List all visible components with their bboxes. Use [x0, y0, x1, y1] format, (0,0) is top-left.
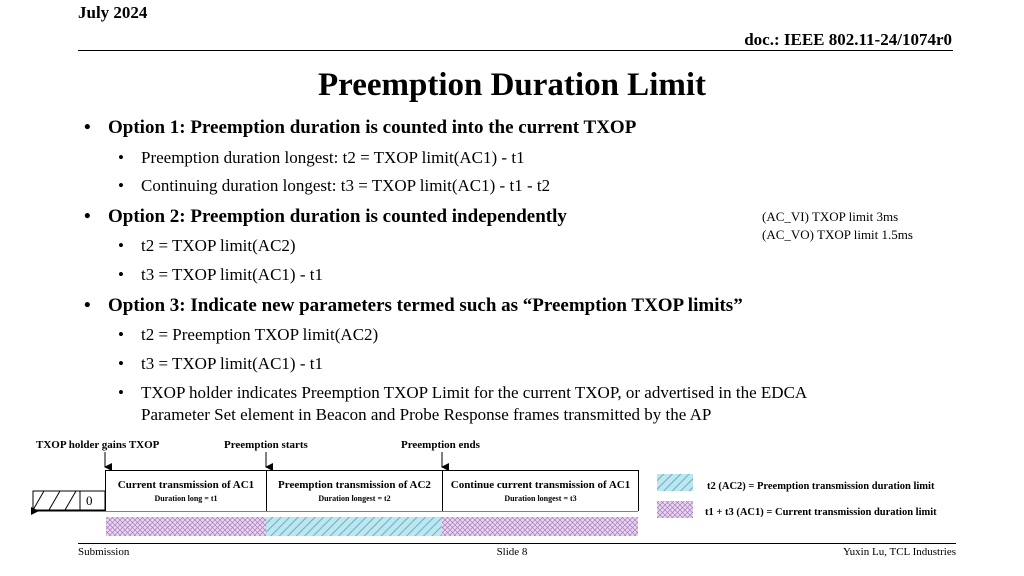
event-gains-txop: TXOP holder gains TXOP [36, 439, 160, 451]
slide-title: Preemption Duration Limit [317, 67, 707, 103]
option-1-item: Preemption duration longest: t2 = TXOP limit(AC1) - t1 [141, 148, 525, 167]
header-doc-id: doc.: IEEE 802.11-24/1074r0 [744, 30, 952, 49]
option-2-item: t2 = TXOP limit(AC2) [141, 236, 296, 255]
box-continue-ac1 [442, 470, 639, 511]
option-1-item: Continuing duration longest: t3 = TXOP limit(AC1) - t1 - t2 [141, 176, 551, 195]
box-title: Current transmission of AC1 [117, 479, 255, 491]
ac2-duration-bar [266, 517, 442, 536]
backoff-counter: 0 [86, 493, 93, 508]
sub-bullet: • [118, 325, 124, 344]
box-duration: Duration longest = t2 [318, 494, 391, 503]
option-3-item: t3 = TXOP limit(AC1) - t1 [141, 354, 323, 373]
footer-slide-number: Slide 8 [496, 546, 528, 558]
legend-swatch-ac2 [657, 474, 693, 491]
footer-divider [78, 543, 956, 544]
legend-ac1-text: t1 + t3 (AC1) = Current transmission duration limit [705, 507, 937, 518]
option-3-item: t2 = Preemption TXOP limit(AC2) [141, 325, 379, 344]
side-note-vo: (AC_VO) TXOP limit 1.5ms [762, 227, 913, 242]
option-2-item: t3 = TXOP limit(AC1) - t1 [141, 265, 323, 284]
bullet: • [84, 117, 91, 138]
footer-submission: Submission [78, 546, 130, 558]
sub-bullet: • [118, 176, 124, 195]
bullet: • [84, 295, 91, 316]
legend-ac2-text: t2 (AC2) = Preemption transmission duration limit [707, 481, 935, 492]
sub-bullet: • [118, 265, 124, 284]
option-3-item: TXOP holder indicates Preemption TXOP Limit for the current TXOP, or advertised in the EDCA [141, 383, 808, 402]
header-date: July 2024 [78, 3, 148, 22]
option-3-heading: Option 3: Indicate new parameters termed such as “Preemption TXOP limits” [108, 295, 743, 316]
sub-bullet: • [118, 354, 124, 373]
bullet: • [84, 206, 91, 227]
legend-swatch-ac1 [657, 501, 693, 518]
box-preemption-ac2 [266, 470, 443, 511]
option-1-heading: Option 1: Preemption duration is counted into the current TXOP [108, 117, 637, 138]
box-duration: Duration longest = t3 [504, 494, 577, 503]
option-2-heading: Option 2: Preemption duration is counted independently [108, 206, 567, 227]
event-preemption-start: Preemption starts [224, 439, 308, 451]
option-3-item-cont: Parameter Set element in Beacon and Probe Response frames transmitted by the AP [141, 405, 712, 424]
sub-bullet: • [118, 383, 124, 402]
box-title: Continue current transmission of AC1 [450, 479, 631, 491]
box-duration: Duration long = t1 [154, 494, 218, 503]
ac1-duration-bar [442, 517, 638, 536]
side-note-vi: (AC_VI) TXOP limit 3ms [762, 209, 899, 224]
sub-bullet: • [118, 148, 124, 167]
sub-bullet: • [118, 236, 124, 255]
box-title: Preemption transmission of AC2 [278, 479, 431, 491]
event-preemption-end: Preemption ends [401, 439, 480, 451]
ac1-duration-bar [106, 517, 266, 536]
footer-author: Yuxin Lu, TCL Industries [842, 546, 956, 558]
box-current-ac1 [105, 470, 267, 511]
